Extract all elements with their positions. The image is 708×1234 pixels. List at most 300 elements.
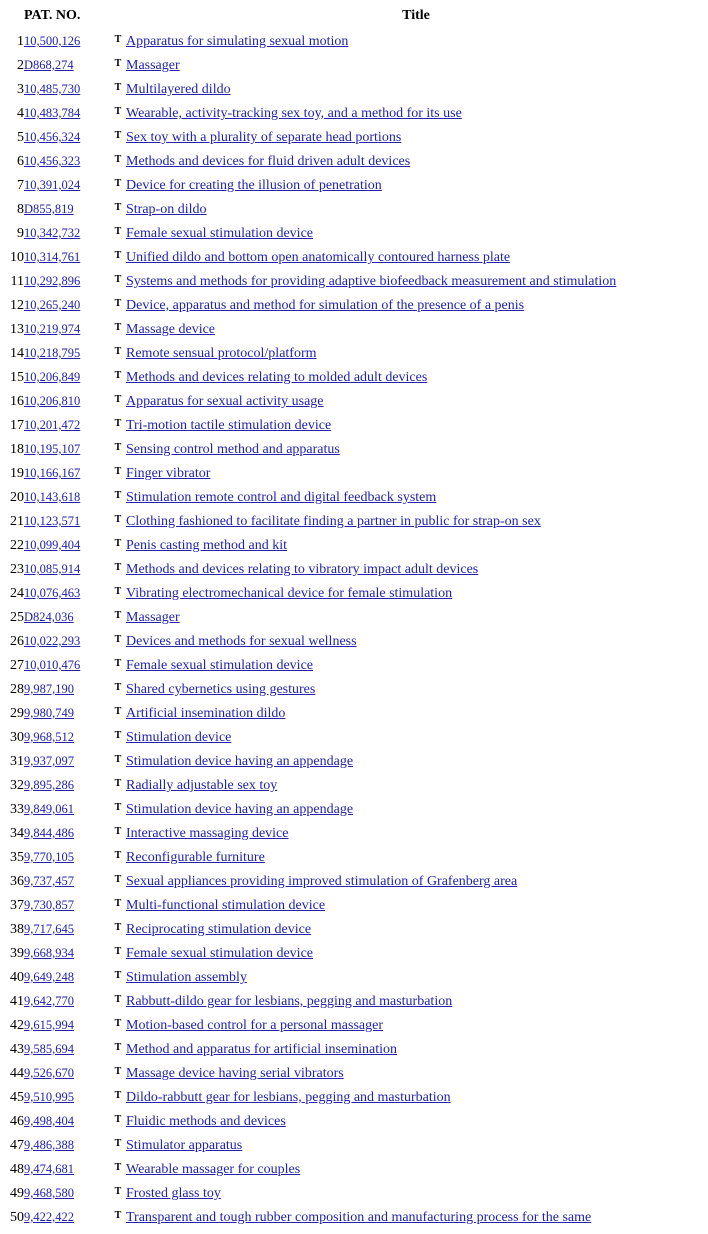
row-index: 50 xyxy=(10,1210,24,1225)
patent-title-cell xyxy=(126,1206,706,1230)
table-row xyxy=(2,486,706,510)
table-row xyxy=(2,1014,706,1038)
patent-title-cell xyxy=(126,942,706,966)
patent-number-link[interactable]: 9,987,190 xyxy=(24,682,74,696)
full-text-flag-icon xyxy=(110,654,126,678)
row-index: 45 xyxy=(10,1090,24,1105)
patent-title-link[interactable]: Clothing fashioned to facilitate finding a partner in public for strap-on sex xyxy=(126,514,541,529)
patent-title-cell xyxy=(126,78,706,102)
patent-number-cell xyxy=(24,414,110,438)
row-index: 46 xyxy=(10,1114,24,1129)
patent-title-link[interactable]: Dildo-rabbutt gear for lesbians, pegging and masturbation xyxy=(126,1090,451,1105)
table-row xyxy=(2,1110,706,1134)
patent-number-cell xyxy=(24,390,110,414)
patent-number-cell xyxy=(24,630,110,654)
text-flag-label: T xyxy=(114,970,122,981)
patent-number-cell xyxy=(24,822,110,846)
patent-number-link[interactable]: 10,219,974 xyxy=(24,322,81,336)
row-index: 18 xyxy=(10,442,24,457)
patent-title-link[interactable]: Artificial insemination dildo xyxy=(126,706,286,721)
patent-number-link[interactable]: 10,201,472 xyxy=(24,418,81,432)
patent-title-link[interactable]: Tri-motion tactile stimulation device xyxy=(126,418,332,433)
full-text-flag-icon xyxy=(110,246,126,270)
patent-number-link[interactable]: 9,649,248 xyxy=(24,970,74,984)
full-text-flag-icon xyxy=(110,486,126,510)
text-flag-label: T xyxy=(114,58,122,69)
text-flag-label: T xyxy=(114,634,122,645)
patent-title-link[interactable]: Stimulation assembly xyxy=(126,970,247,985)
row-index: 24 xyxy=(10,586,24,601)
patent-number-cell xyxy=(24,1062,110,1086)
table-row xyxy=(2,1158,706,1182)
patent-number-cell xyxy=(24,582,110,606)
patent-title-cell xyxy=(126,726,706,750)
patent-number-cell xyxy=(24,246,110,270)
row-index: 13 xyxy=(10,322,24,337)
table-row xyxy=(2,198,706,222)
row-index: 7 xyxy=(17,178,24,193)
text-flag-label: T xyxy=(114,586,122,597)
patent-title-link[interactable]: Penis casting method and kit xyxy=(126,538,287,553)
patent-title-link[interactable]: Methods and devices relating to vibratory impact adult devices xyxy=(126,562,479,577)
results-table-body xyxy=(2,30,706,1230)
patent-number-cell xyxy=(24,1038,110,1062)
patent-title-cell xyxy=(126,102,706,126)
column-header-flag xyxy=(110,6,126,30)
results-table-header xyxy=(2,6,706,30)
table-row xyxy=(2,150,706,174)
patent-title-link[interactable]: Frosted glass toy xyxy=(126,1186,221,1201)
patent-title-cell xyxy=(126,150,706,174)
table-row xyxy=(2,606,706,630)
full-text-flag-icon xyxy=(110,1110,126,1134)
patent-number-link[interactable]: 9,585,694 xyxy=(24,1042,74,1056)
patent-number-link[interactable]: 10,292,896 xyxy=(24,274,81,288)
table-row xyxy=(2,798,706,822)
patent-number-cell xyxy=(24,1206,110,1230)
patent-title-cell xyxy=(126,486,706,510)
patent-number-link[interactable]: 9,980,749 xyxy=(24,706,74,720)
patent-number-cell xyxy=(24,702,110,726)
full-text-flag-icon xyxy=(110,822,126,846)
row-index: 37 xyxy=(10,898,24,913)
patent-number-link[interactable]: 10,099,404 xyxy=(24,538,81,552)
patent-title-link[interactable]: Method and apparatus for artificial insemination xyxy=(126,1042,397,1057)
patent-number-link[interactable]: 10,076,463 xyxy=(24,586,81,600)
full-text-flag-icon xyxy=(110,30,126,54)
patent-number-link[interactable]: 9,422,422 xyxy=(24,1210,74,1224)
table-row xyxy=(2,30,706,54)
patent-title-link[interactable]: Stimulation remote control and digital feedback system xyxy=(126,490,437,505)
full-text-flag-icon xyxy=(110,774,126,798)
row-index: 1 xyxy=(17,34,24,49)
row-index: 48 xyxy=(10,1162,24,1177)
patent-number-link[interactable]: 9,526,670 xyxy=(24,1066,74,1080)
patent-number-link[interactable]: 9,615,994 xyxy=(24,1018,74,1032)
text-flag-label: T xyxy=(114,1210,122,1221)
row-index: 3 xyxy=(17,82,24,97)
row-index: 23 xyxy=(10,562,24,577)
patent-title-link[interactable]: Transparent and tough rubber composition and manufacturing process for the same xyxy=(126,1210,592,1225)
text-flag-label: T xyxy=(114,1066,122,1077)
table-row xyxy=(2,462,706,486)
patent-title-cell xyxy=(126,606,706,630)
patent-title-cell xyxy=(126,966,706,990)
text-flag-label: T xyxy=(114,874,122,885)
row-index: 33 xyxy=(10,802,24,817)
full-text-flag-icon xyxy=(110,558,126,582)
text-flag-label: T xyxy=(114,1090,122,1101)
patent-title-link[interactable]: Female sexual stimulation device xyxy=(126,658,314,673)
patent-title-link[interactable]: Stimulator apparatus xyxy=(126,1138,243,1153)
patent-title-link[interactable]: Unified dildo and bottom open anatomically contoured harness plate xyxy=(126,250,511,265)
patent-title-cell xyxy=(126,414,706,438)
table-row xyxy=(2,822,706,846)
patent-number-link[interactable]: 9,668,934 xyxy=(24,946,74,960)
text-flag-label: T xyxy=(114,466,122,477)
patent-title-link[interactable]: Female sexual stimulation device xyxy=(126,946,314,961)
full-text-flag-icon xyxy=(110,990,126,1014)
patent-title-cell xyxy=(126,558,706,582)
patent-number-cell xyxy=(24,438,110,462)
patent-title-link[interactable]: Wearable, activity-tracking sex toy, and a method for its use xyxy=(126,106,462,121)
row-index: 15 xyxy=(10,370,24,385)
patent-title-link[interactable]: Massage device xyxy=(126,322,216,337)
patent-number-cell xyxy=(24,678,110,702)
row-index: 35 xyxy=(10,850,24,865)
patent-title-cell xyxy=(126,822,706,846)
patent-number-cell xyxy=(24,294,110,318)
patent-title-cell xyxy=(126,294,706,318)
row-index: 40 xyxy=(10,970,24,985)
row-index: 30 xyxy=(10,730,24,745)
patent-number-cell xyxy=(24,894,110,918)
patent-number-link[interactable]: D868,274 xyxy=(24,58,74,72)
full-text-flag-icon xyxy=(110,942,126,966)
patent-number-link[interactable]: 10,010,476 xyxy=(24,658,81,672)
table-row xyxy=(2,246,706,270)
patent-title-link[interactable]: Vibrating electromechanical device for female stimulation xyxy=(126,586,453,601)
patent-number-cell xyxy=(24,486,110,510)
patent-number-cell xyxy=(24,798,110,822)
table-row xyxy=(2,654,706,678)
patent-title-cell xyxy=(126,222,706,246)
row-index: 27 xyxy=(10,658,24,673)
row-index: 16 xyxy=(10,394,24,409)
patent-number-cell xyxy=(24,726,110,750)
patent-title-link[interactable]: Systems and methods for providing adaptive biofeedback measurement and stimulation xyxy=(126,274,617,289)
patent-title-cell xyxy=(126,990,706,1014)
patent-title-link[interactable]: Reconfigurable furniture xyxy=(126,850,265,865)
row-index: 34 xyxy=(10,826,24,841)
row-index: 8 xyxy=(17,202,24,217)
text-flag-label: T xyxy=(114,418,122,429)
patent-number-link[interactable]: 10,456,324 xyxy=(24,130,81,144)
row-index: 6 xyxy=(17,154,24,169)
patent-number-cell xyxy=(24,606,110,630)
full-text-flag-icon xyxy=(110,1134,126,1158)
row-index: 25 xyxy=(10,610,24,625)
patent-title-cell xyxy=(126,510,706,534)
patent-title-cell xyxy=(126,174,706,198)
patent-number-link[interactable]: 10,342,732 xyxy=(24,226,81,240)
text-flag-label: T xyxy=(114,706,122,717)
patent-title-link[interactable]: Apparatus for simulating sexual motion xyxy=(126,34,349,49)
patent-number-link[interactable]: 9,468,580 xyxy=(24,1186,74,1200)
text-flag-label: T xyxy=(114,922,122,933)
table-row xyxy=(2,990,706,1014)
text-flag-label: T xyxy=(114,1114,122,1125)
table-row xyxy=(2,342,706,366)
patent-title-link[interactable]: Device, apparatus and method for simulation of the presence of a penis xyxy=(126,298,525,313)
text-flag-label: T xyxy=(114,826,122,837)
patent-title-link[interactable]: Methods and devices for fluid driven adult devices xyxy=(126,154,411,169)
patent-number-link[interactable]: 10,022,293 xyxy=(24,634,81,648)
text-flag-label: T xyxy=(114,994,122,1005)
full-text-flag-icon xyxy=(110,342,126,366)
patent-title-cell xyxy=(126,30,706,54)
patent-title-link[interactable]: Rabbutt-dildo gear for lesbians, pegging and masturbation xyxy=(126,994,453,1009)
table-row xyxy=(2,942,706,966)
full-text-flag-icon xyxy=(110,438,126,462)
full-text-flag-icon xyxy=(110,270,126,294)
patent-title-cell xyxy=(126,630,706,654)
patent-number-cell xyxy=(24,846,110,870)
text-flag-label: T xyxy=(114,946,122,957)
table-row xyxy=(2,54,706,78)
patent-number-cell xyxy=(24,1086,110,1110)
patent-number-link[interactable]: 10,123,571 xyxy=(24,514,81,528)
patent-title-link[interactable]: Devices and methods for sexual wellness xyxy=(126,634,357,649)
patent-number-link[interactable]: 10,391,024 xyxy=(24,178,81,192)
patent-title-link[interactable]: Fluidic methods and devices xyxy=(126,1114,286,1129)
patent-title-cell xyxy=(126,870,706,894)
text-flag-label: T xyxy=(114,1138,122,1149)
table-row xyxy=(2,846,706,870)
patent-number-link[interactable]: D855,819 xyxy=(24,202,74,216)
full-text-flag-icon xyxy=(110,1158,126,1182)
patent-number-link[interactable]: 9,968,512 xyxy=(24,730,74,744)
patent-title-link[interactable]: Motion-based control for a personal massager xyxy=(126,1018,383,1033)
patent-number-link[interactable]: 9,717,645 xyxy=(24,922,74,936)
column-header-patent-number: PAT. NO. xyxy=(24,8,81,23)
patent-title-cell xyxy=(126,342,706,366)
patent-number-link[interactable]: 9,844,486 xyxy=(24,826,74,840)
text-flag-label: T xyxy=(114,538,122,549)
patent-number-link[interactable]: 10,218,795 xyxy=(24,346,81,360)
full-text-flag-icon xyxy=(110,414,126,438)
patent-title-cell xyxy=(126,918,706,942)
full-text-flag-icon xyxy=(110,918,126,942)
patent-title-link[interactable]: Female sexual stimulation device xyxy=(126,226,314,241)
patent-title-link[interactable]: Massage device having serial vibrators xyxy=(126,1066,344,1081)
full-text-flag-icon xyxy=(110,582,126,606)
full-text-flag-icon xyxy=(110,294,126,318)
full-text-flag-icon xyxy=(110,894,126,918)
full-text-flag-icon xyxy=(110,318,126,342)
patent-number-link[interactable]: 9,474,681 xyxy=(24,1162,74,1176)
text-flag-label: T xyxy=(114,658,122,669)
patent-number-cell xyxy=(24,174,110,198)
patent-number-link[interactable]: 9,849,061 xyxy=(24,802,74,816)
table-row xyxy=(2,510,706,534)
patent-title-link[interactable]: Sexual appliances providing improved stimulation of Grafenberg area xyxy=(126,874,518,889)
patent-number-link[interactable]: 9,510,995 xyxy=(24,1090,74,1104)
row-index: 14 xyxy=(10,346,24,361)
patent-title-link[interactable]: Apparatus for sexual activity usage xyxy=(126,394,324,409)
patent-title-link[interactable]: Methods and devices relating to molded adult devices xyxy=(126,370,428,385)
patent-number-link[interactable]: 9,486,388 xyxy=(24,1138,74,1152)
patent-title-link[interactable]: Strap-on dildo xyxy=(126,202,207,217)
patent-number-cell xyxy=(24,1182,110,1206)
patent-title-link[interactable]: Shared cybernetics using gestures xyxy=(126,682,316,697)
patent-title-link[interactable]: Remote sensual protocol/platform xyxy=(126,346,317,361)
patent-number-cell xyxy=(24,774,110,798)
row-index: 22 xyxy=(10,538,24,553)
table-row xyxy=(2,1134,706,1158)
patent-number-cell xyxy=(24,534,110,558)
text-flag-label: T xyxy=(114,34,122,45)
patent-number-cell xyxy=(24,342,110,366)
text-flag-label: T xyxy=(114,82,122,93)
table-row xyxy=(2,174,706,198)
patent-title-cell xyxy=(126,1182,706,1206)
row-index: 47 xyxy=(10,1138,24,1153)
patent-number-link[interactable]: D824,036 xyxy=(24,610,74,624)
patent-number-cell xyxy=(24,1134,110,1158)
patent-number-link[interactable]: 10,166,167 xyxy=(24,466,81,480)
full-text-flag-icon xyxy=(110,390,126,414)
patent-number-link[interactable]: 10,500,126 xyxy=(24,34,81,48)
text-flag-label: T xyxy=(114,274,122,285)
patent-title-link[interactable]: Radially adjustable sex toy xyxy=(126,778,278,793)
table-row xyxy=(2,78,706,102)
patent-title-link[interactable]: Stimulation device having an appendage xyxy=(126,754,354,769)
text-flag-label: T xyxy=(114,442,122,453)
table-row xyxy=(2,1062,706,1086)
patent-title-link[interactable]: Massager xyxy=(126,610,180,625)
patent-number-link[interactable]: 10,265,240 xyxy=(24,298,81,312)
patent-number-cell xyxy=(24,126,110,150)
patent-number-cell xyxy=(24,1014,110,1038)
patent-number-link[interactable]: 9,642,770 xyxy=(24,994,74,1008)
text-flag-label: T xyxy=(114,682,122,693)
patent-title-link[interactable]: Interactive massaging device xyxy=(126,826,289,841)
patent-number-link[interactable]: 9,737,457 xyxy=(24,874,74,888)
table-row xyxy=(2,294,706,318)
patent-number-link[interactable]: 10,206,849 xyxy=(24,370,81,384)
patent-title-link[interactable]: Wearable massager for couples xyxy=(126,1162,301,1177)
full-text-flag-icon xyxy=(110,102,126,126)
table-row xyxy=(2,414,706,438)
row-index: 9 xyxy=(17,226,24,241)
patent-number-link[interactable]: 9,937,097 xyxy=(24,754,74,768)
patent-number-link[interactable]: 10,195,107 xyxy=(24,442,81,456)
text-flag-label: T xyxy=(114,778,122,789)
patent-number-link[interactable]: 10,206,810 xyxy=(24,394,81,408)
patent-title-cell xyxy=(126,1086,706,1110)
row-index: 11 xyxy=(10,274,24,289)
full-text-flag-icon xyxy=(110,222,126,246)
full-text-flag-icon xyxy=(110,1062,126,1086)
patent-title-link[interactable]: Finger vibrator xyxy=(126,466,211,481)
full-text-flag-icon xyxy=(110,750,126,774)
text-flag-label: T xyxy=(114,562,122,573)
patent-number-link[interactable]: 10,483,784 xyxy=(24,106,81,120)
patent-number-cell xyxy=(24,990,110,1014)
patent-number-link[interactable]: 9,498,404 xyxy=(24,1114,74,1128)
patent-title-link[interactable]: Device for creating the illusion of penetration xyxy=(126,178,382,193)
patent-number-link[interactable]: 9,730,857 xyxy=(24,898,74,912)
patent-title-cell xyxy=(126,582,706,606)
patent-number-cell xyxy=(24,750,110,774)
table-row xyxy=(2,1086,706,1110)
text-flag-label: T xyxy=(114,1042,122,1053)
patent-number-cell xyxy=(24,222,110,246)
header-row xyxy=(2,6,706,30)
patent-number-link[interactable]: 9,895,286 xyxy=(24,778,74,792)
full-text-flag-icon xyxy=(110,966,126,990)
table-row xyxy=(2,678,706,702)
patent-title-link[interactable]: Sex toy with a plurality of separate head portions xyxy=(126,130,402,145)
patent-number-link[interactable]: 10,085,914 xyxy=(24,562,81,576)
table-row xyxy=(2,366,706,390)
patent-number-cell xyxy=(24,318,110,342)
patent-title-link[interactable]: Sensing control method and apparatus xyxy=(126,442,340,457)
patent-number-cell xyxy=(24,558,110,582)
row-index: 29 xyxy=(10,706,24,721)
full-text-flag-icon xyxy=(110,462,126,486)
full-text-flag-icon xyxy=(110,630,126,654)
full-text-flag-icon xyxy=(110,510,126,534)
text-flag-label: T xyxy=(114,1186,122,1197)
patent-number-link[interactable]: 10,314,761 xyxy=(24,250,81,264)
text-flag-label: T xyxy=(114,1162,122,1173)
table-row xyxy=(2,438,706,462)
table-row xyxy=(2,270,706,294)
patent-number-link[interactable]: 10,143,618 xyxy=(24,490,81,504)
patent-title-link[interactable]: Multilayered dildo xyxy=(126,82,231,97)
patent-title-cell xyxy=(126,246,706,270)
patent-number-cell xyxy=(24,966,110,990)
table-row xyxy=(2,1206,706,1230)
text-flag-label: T xyxy=(114,1018,122,1029)
text-flag-label: T xyxy=(114,850,122,861)
full-text-flag-icon xyxy=(110,846,126,870)
full-text-flag-icon xyxy=(110,1086,126,1110)
table-row xyxy=(2,558,706,582)
table-row xyxy=(2,966,706,990)
full-text-flag-icon xyxy=(110,1038,126,1062)
patent-title-link[interactable]: Massager xyxy=(126,58,180,73)
patent-title-link[interactable]: Stimulation device xyxy=(126,730,232,745)
text-flag-label: T xyxy=(114,322,122,333)
table-row xyxy=(2,1182,706,1206)
row-index: 32 xyxy=(10,778,24,793)
patent-title-link[interactable]: Reciprocating stimulation device xyxy=(126,922,312,937)
patent-title-link[interactable]: Stimulation device having an appendage xyxy=(126,802,354,817)
patent-number-link[interactable]: 10,485,730 xyxy=(24,82,81,96)
table-row xyxy=(2,1038,706,1062)
table-row xyxy=(2,222,706,246)
patent-number-cell xyxy=(24,54,110,78)
patent-title-link[interactable]: Multi-functional stimulation device xyxy=(126,898,326,913)
column-header-title: Title xyxy=(402,8,430,23)
patent-title-cell xyxy=(126,1110,706,1134)
patent-number-link[interactable]: 9,770,105 xyxy=(24,850,74,864)
full-text-flag-icon xyxy=(110,366,126,390)
patent-number-link[interactable]: 10,456,323 xyxy=(24,154,81,168)
